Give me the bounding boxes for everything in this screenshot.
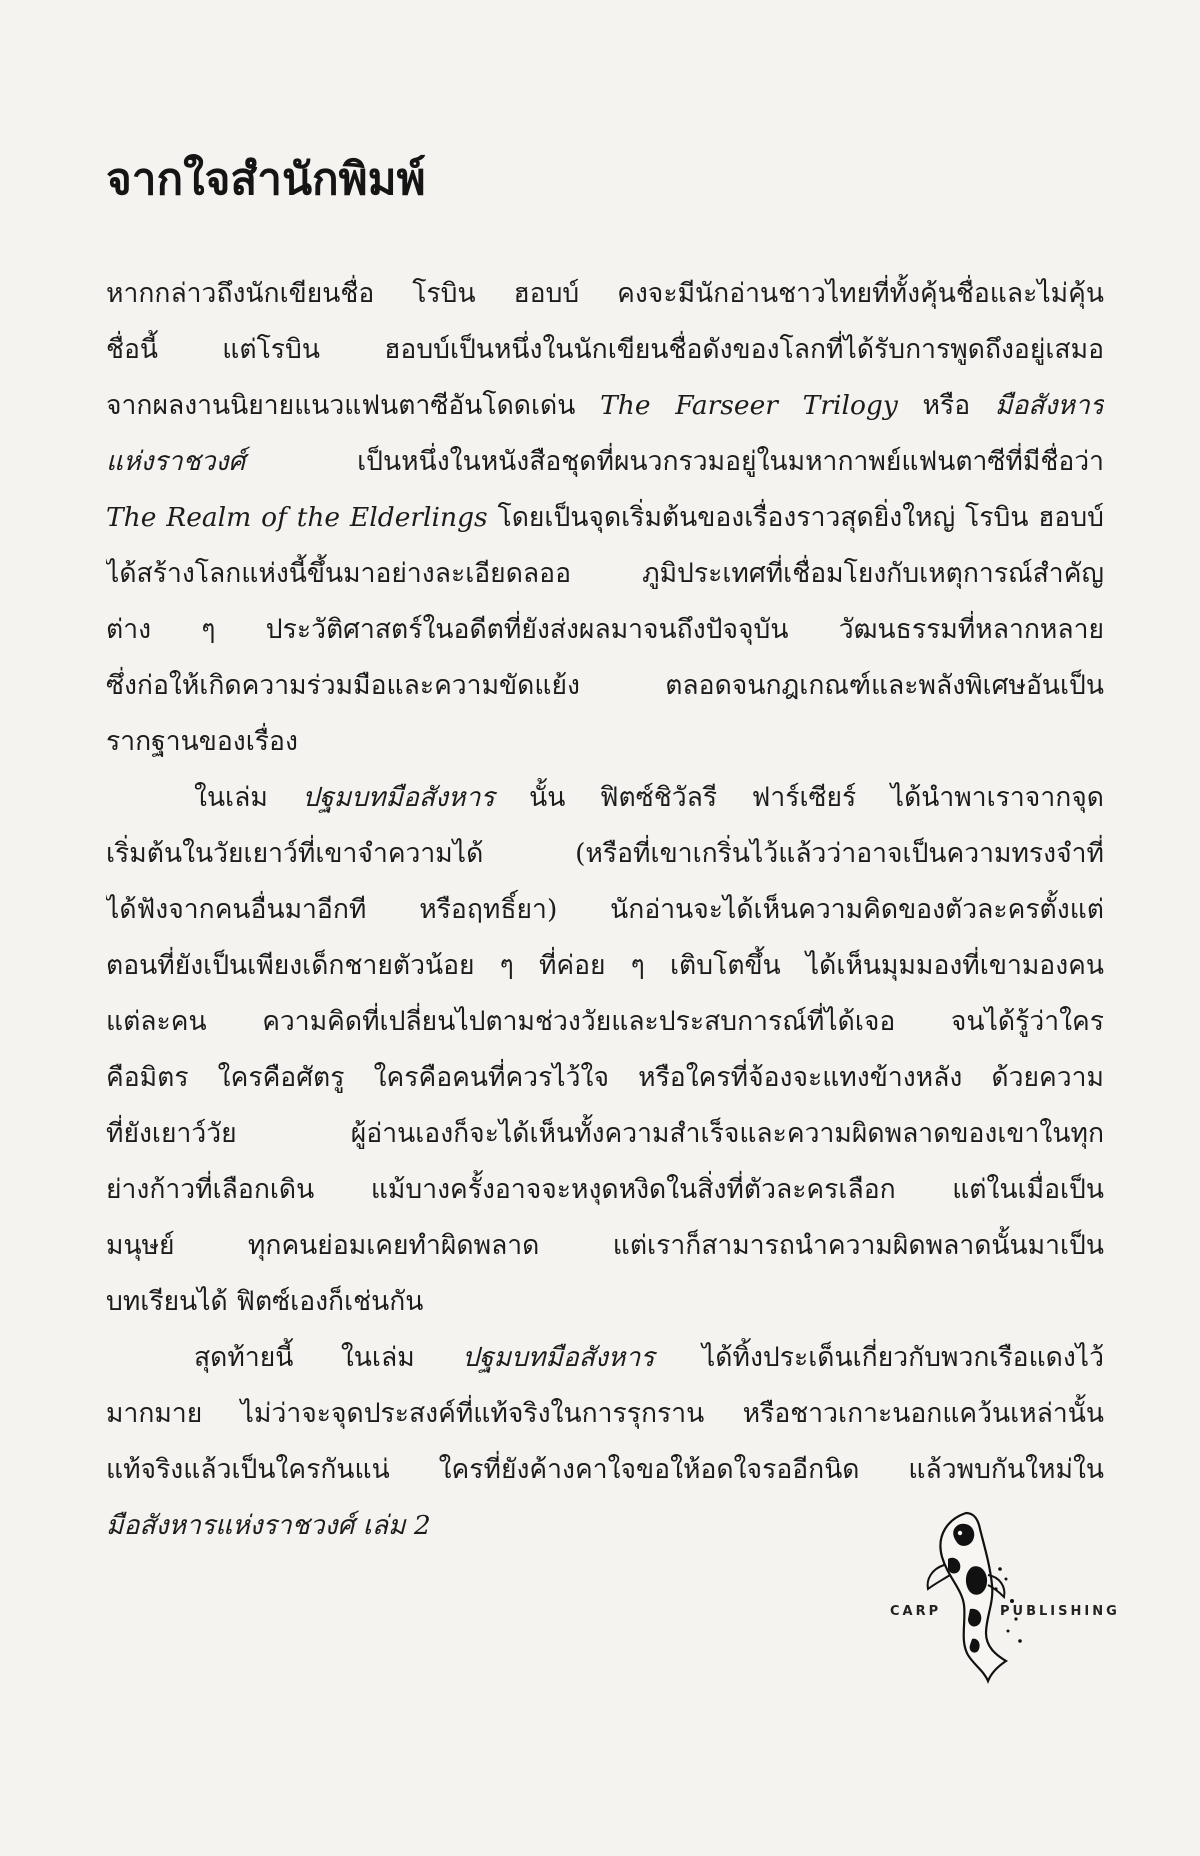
text-line: ตอนที่ยังเป็นเพียงเด็กชายตัวน้อย ๆ ที่ค่อย ๆ เติบโตขึ้น ได้เห็นมุมมองที่เขามองคน — [106, 950, 1104, 981]
text-line: เริ่มต้นในวัยเยาว์ที่เขาจำความได้ (หรือที่เขาเกริ่นไว้แล้วว่าอาจเป็นความทรงจำที่ — [106, 838, 1104, 869]
logo-word-right: PUBLISHING — [1000, 1604, 1120, 1619]
text-segment: โดยเป็นจุดเริ่มต้นของเรื่องราวสุดยิ่งใหญ่ โรบิน ฮอบบ์ — [487, 502, 1104, 533]
text-segment: มือสังหาร — [994, 390, 1104, 421]
text-segment: เป็นหนึ่งในหนังสือชุดที่ผนวกรวมอยู่ในมหากาพย์แฟนตาซีที่มีชื่อว่า — [245, 446, 1104, 477]
text-line: แท้จริงแล้วเป็นใครกันแน่ ใครที่ยังค้างคาใจขอให้อดใจรออีกนิด แล้วพบกันใหม่ใน — [106, 1454, 1104, 1485]
text-line — [106, 490, 1104, 546]
text-segment: มือสังหารแห่งราชวงศ์ เล่ม 2 — [106, 1510, 431, 1541]
text-line: ได้ฟังจากคนอื่นมาอีกที หรือฤทธิ์ยา) นักอ่านจะได้เห็นความคิดของตัวละครตั้งแต่ — [106, 894, 1104, 925]
text-line: ซึ่งก่อให้เกิดความร่วมมือและความขัดแย้ง ตลอดจนกฎเกณฑ์และพลังพิเศษอันเป็น — [106, 670, 1104, 701]
text-line — [106, 434, 1104, 490]
text-line: ย่างก้าวที่เลือกเดิน แม้บางครั้งอาจจะหงุดหงิดในสิ่งที่ตัวละครเลือก แต่ในเมื่อเป็น — [106, 1174, 1104, 1205]
koi-carp-icon — [888, 1505, 1138, 1685]
text-segment: นั้น ฟิตซ์ชิวัลรี ฟาร์เซียร์ ได้นำพาเราจากจุด — [494, 782, 1104, 813]
text-segment: ได้ทิ้งประเด็นเกี่ยวกับพวกเรือแดงไว้ — [654, 1342, 1104, 1373]
text-line: หากกล่าวถึงนักเขียนชื่อ โรบิน ฮอบบ์ คงจะมีนักอ่านชาวไทยที่ทั้งคุ้นชื่อและไม่คุ้น — [106, 278, 1104, 309]
text-segment: หรือ — [897, 390, 995, 421]
text-line: ชื่อนี้ แต่โรบิน ฮอบบ์เป็นหนึ่งในนักเขียนชื่อดังของโลกที่ได้รับการพูดถึงอยู่เสมอ — [106, 334, 1104, 365]
text-line: มนุษย์ ทุกคนย่อมเคยทำผิดพลาด แต่เราก็สามารถนำความผิดพลาดนั้นมาเป็น — [106, 1230, 1104, 1261]
text-line — [106, 770, 1104, 826]
text-segment: แห่งราชวงศ์ — [106, 446, 246, 477]
text-segment: สุดท้ายนี้ ในเล่ม — [194, 1342, 463, 1373]
text-segment: จากผลงานนิยายแนวแฟนตาซีอันโดดเด่น — [106, 390, 601, 421]
text-line: รากฐานของเรื่อง — [106, 726, 298, 757]
text-line — [106, 378, 1104, 434]
text-segment: ในเล่ม — [194, 782, 303, 813]
text-line: คือมิตร ใครคือศัตรู ใครคือคนที่ควรไว้ใจ หรือใครที่จ้องจะแทงข้างหลัง ด้วยความ — [106, 1062, 1104, 1093]
page-heading: จากใจสำนักพิมพ์ — [106, 154, 426, 205]
text-line: ได้สร้างโลกแห่งนี้ขึ้นมาอย่างละเอียดลออ ภูมิประเทศที่เชื่อมโยงกับเหตุการณ์สำคัญ — [106, 558, 1104, 589]
publisher-logo — [888, 1505, 1138, 1685]
text-segment: The Farseer Trilogy — [600, 390, 898, 421]
text-line — [106, 1330, 1104, 1386]
logo-word-left: CARP — [890, 1604, 942, 1619]
text-line: แต่ละคน ความคิดที่เปลี่ยนไปตามช่วงวัยและประสบการณ์ที่ได้เจอ จนได้รู้ว่าใคร — [106, 1006, 1104, 1037]
text-line: มากมาย ไม่ว่าจะจุดประสงค์ที่แท้จริงในการรุกราน หรือชาวเกาะนอกแคว้นเหล่านั้น — [106, 1398, 1104, 1429]
text-segment: ปฐมบทมือสังหาร — [462, 1342, 655, 1373]
foreword-body — [106, 266, 1104, 1554]
text-line: ต่าง ๆ ประวัติศาสตร์ในอดีตที่ยังส่งผลมาจนถึงปัจจุบัน วัฒนธรรมที่หลากหลาย — [106, 614, 1104, 645]
text-segment: The Realm of the Elderlings — [106, 502, 488, 533]
text-line: บทเรียนได้ ฟิตซ์เองก็เช่นกัน — [106, 1286, 424, 1317]
text-segment: ปฐมบทมือสังหาร — [302, 782, 495, 813]
text-line: ที่ยังเยาว์วัย ผู้อ่านเองก็จะได้เห็นทั้งความสำเร็จและความผิดพลาดของเขาในทุก — [106, 1118, 1104, 1149]
